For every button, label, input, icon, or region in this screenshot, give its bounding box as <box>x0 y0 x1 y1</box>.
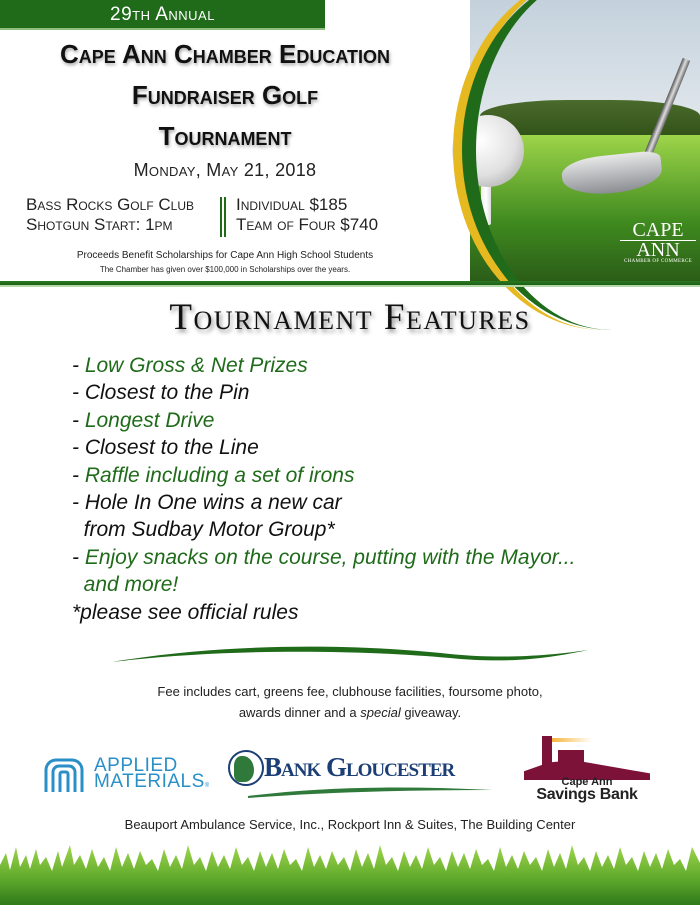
bullet-dash: - <box>72 545 85 569</box>
fee-line-2-pre: awards dinner and a <box>238 705 361 720</box>
bullet-indent <box>72 573 84 596</box>
other-sponsors: Beauport Ambulance Service, Inc., Rockport Inn & Suites, The Building Center <box>124 817 576 832</box>
annual-banner-text: 29th Annual <box>110 4 215 25</box>
header-divider-highlight <box>0 285 700 287</box>
applied-line-1: APPLIED <box>94 755 178 776</box>
bullet-dash: - <box>72 381 85 405</box>
title-line-3: Tournament <box>158 121 292 151</box>
fee-line-2 <box>0 702 700 723</box>
fee-line-1: Fee includes cart, greens fee, clubhouse facilities, foursome photo, <box>157 684 543 699</box>
feature-item <box>72 544 672 571</box>
applied-materials-text <box>94 755 210 794</box>
grass-border <box>0 845 700 905</box>
banner-underline <box>0 28 325 30</box>
rules-footnote <box>72 599 672 626</box>
green-swoosh-divider <box>110 640 590 670</box>
cape-ann-text: Cape Ann <box>561 776 613 788</box>
chamber-logo-ann: ANN <box>620 240 696 259</box>
fee-line-2-post: giveaway. <box>400 705 462 720</box>
applied-materials-icon <box>42 756 86 794</box>
feature-text: Low Gross & Net Prizes <box>84 354 308 377</box>
info-divider <box>220 197 226 237</box>
applied-materials-logo <box>42 752 212 802</box>
feature-text: Hole In One wins a new car <box>84 491 342 515</box>
pricing-block <box>236 195 436 235</box>
globe-bird-icon <box>228 750 264 786</box>
chamber-logo-cape: CAPE <box>632 219 684 241</box>
start-time: Shotgun Start: 1pm <box>26 215 173 234</box>
feature-text: *please see official rules <box>72 600 299 624</box>
title-line-2: Fundraiser Golf <box>131 80 319 110</box>
feature-item-continued <box>72 571 672 598</box>
bullet-dash: - <box>72 491 85 515</box>
features-list <box>72 352 672 626</box>
features-heading: Tournament Features <box>169 297 531 338</box>
savings-bank-text: Savings Bank <box>536 786 638 803</box>
feature-item-continued <box>72 516 672 543</box>
fee-description <box>0 681 700 723</box>
scholarship-note: The Chamber has given over $100,000 in Scholarships over the years. <box>99 265 351 274</box>
chamber-logo-sub: CHAMBER OF COMMERCE <box>624 259 692 264</box>
venue: Bass Rocks Golf Club <box>26 195 194 214</box>
cape-ann-savings-bank-logo <box>524 728 654 806</box>
bank-gloucester-text: Bank Gloucester <box>264 752 455 782</box>
bank-swoosh <box>248 786 498 800</box>
proceeds-note: Proceeds Benefit Scholarships for Cape Ann High School Students <box>76 250 374 261</box>
team-price: Team of Four $740 <box>236 215 379 234</box>
feature-item <box>72 462 672 489</box>
feature-item <box>72 407 672 434</box>
individual-price: Individual $185 <box>236 195 348 214</box>
feature-item <box>72 379 672 406</box>
applied-line-2-text: MATERIALS <box>94 771 205 792</box>
feature-text: and more! <box>83 573 179 597</box>
feature-text: from Sudbay Motor Group* <box>83 518 335 542</box>
applied-line-2 <box>94 771 210 794</box>
feature-text: Enjoy snacks on the course, putting with the Mayor... <box>84 545 576 569</box>
feature-text: Longest Drive <box>84 408 215 432</box>
feature-text: Raffle including a set of irons <box>84 463 355 487</box>
chamber-logo <box>620 220 696 264</box>
event-title <box>0 34 450 157</box>
feature-item <box>72 352 672 379</box>
feature-item <box>72 489 672 516</box>
bullet-dash: - <box>72 408 85 432</box>
event-date: Monday, May 21, 2018 <box>133 160 317 180</box>
venue-block <box>26 195 216 235</box>
bullet-dash: - <box>72 354 85 377</box>
bank-gloucester-logo <box>228 748 478 803</box>
registered-mark: ® <box>204 783 210 789</box>
feature-text: Closest to the Line <box>84 436 259 460</box>
feature-text: Closest to the Pin <box>84 381 250 405</box>
feature-item <box>72 434 672 461</box>
bullet-indent <box>72 518 84 541</box>
bullet-dash: - <box>72 463 85 487</box>
lighthouse-beam-icon <box>552 738 592 742</box>
fee-line-2-emphasis: special <box>360 705 401 720</box>
title-line-1: Cape Ann Chamber Education <box>59 39 391 69</box>
lighthouse-icon <box>542 736 552 766</box>
bullet-dash: - <box>72 436 85 460</box>
